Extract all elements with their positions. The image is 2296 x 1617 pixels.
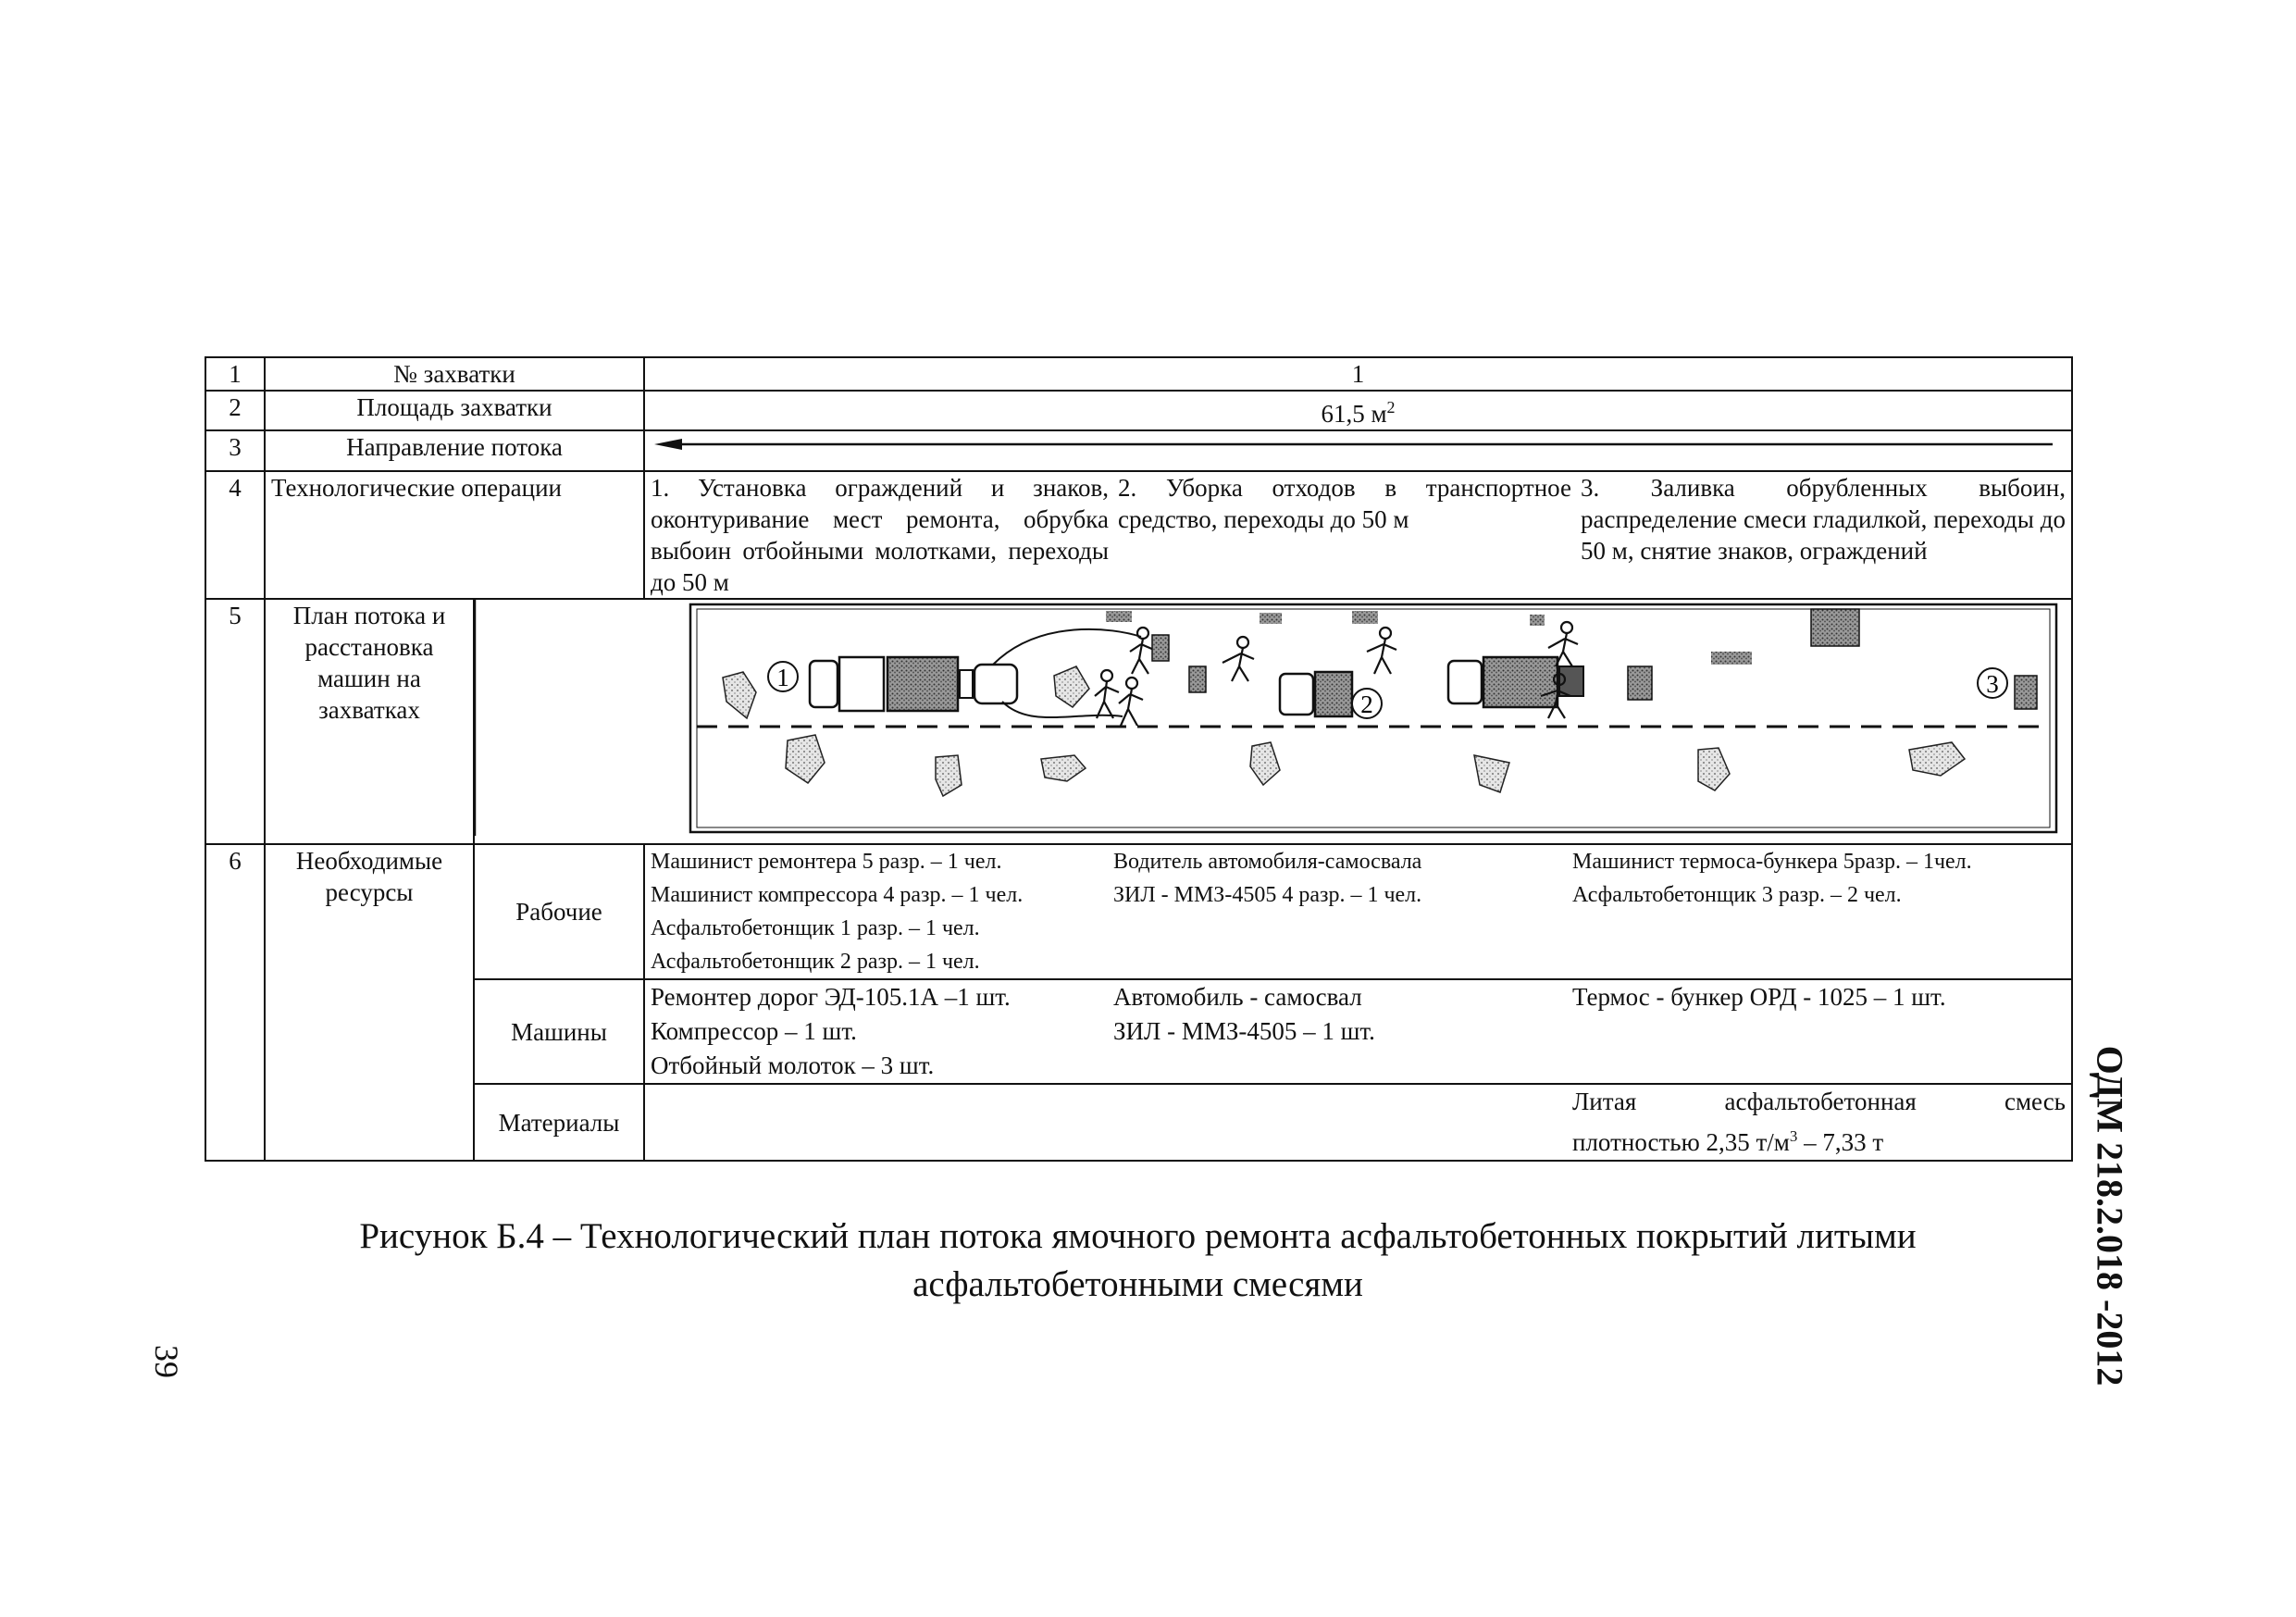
operations-cell (644, 471, 2072, 599)
worker-icon (1119, 678, 1143, 726)
sign (2015, 676, 2037, 709)
barrier (1260, 613, 1282, 624)
barrier (1352, 611, 1378, 624)
row-label: № захватки (265, 357, 644, 391)
thermos-bunker-tank (1483, 657, 1558, 707)
list-item: Асфальтобетонщик 3 разр. – 2 чел. (1572, 883, 1902, 907)
row-label: Необходимые ресурсы (265, 844, 474, 1161)
pothole (723, 672, 756, 718)
table-row (205, 430, 2072, 471)
list-item: Литая асфальтобетонная смесь (1572, 1088, 2066, 1115)
table-row (205, 471, 2072, 599)
barrier (1106, 611, 1132, 622)
sign (1628, 666, 1652, 700)
flow-plan-diagram (475, 600, 2072, 836)
pothole (1054, 666, 1089, 707)
list-item: Машинист компрессора 4 разр. – 1 чел. (651, 883, 1024, 907)
table-row (205, 599, 2072, 844)
list-item: Асфальтобетонщик 2 разр. – 1 чел. (651, 950, 980, 974)
pothole (1909, 742, 1965, 776)
row-number: 2 (205, 391, 265, 430)
table-row (205, 844, 2072, 979)
table-row (205, 391, 2072, 430)
resource-type-machines: Машины (474, 979, 644, 1084)
resource-type-materials: Материалы (474, 1084, 644, 1161)
hopper (1559, 666, 1583, 696)
flow-direction-cell (644, 430, 2072, 471)
flow-plan-cell (474, 599, 2072, 844)
list-item: ЗИЛ - ММЗ-4505 4 разр. – 1 чел. (1113, 883, 1422, 907)
pothole (786, 735, 825, 783)
row-number: 5 (205, 599, 265, 844)
list-item: Ремонтер дорог ЭД-105.1А –1 шт. (651, 983, 1011, 1011)
workers-cell (644, 844, 2072, 979)
pothole (1474, 755, 1509, 792)
worker-icon (1222, 637, 1254, 681)
table-row (205, 1084, 2072, 1161)
row-label: Площадь захватки (265, 391, 644, 430)
repairer-truck-body (839, 657, 884, 711)
marker-1: 1 (776, 664, 789, 691)
table-row (205, 979, 2072, 1084)
section-number-value: 1 (644, 357, 2072, 391)
pothole (936, 755, 962, 796)
table-row (205, 357, 2072, 391)
pothole (1041, 755, 1086, 781)
thermos-bunker-cab (1448, 661, 1482, 703)
materials-cell (644, 1084, 2072, 1161)
worker-icon (1367, 628, 1396, 674)
barrier (1711, 652, 1752, 665)
worker-icon (1095, 670, 1119, 718)
caption-line: асфальтобетонными смесями (912, 1264, 1363, 1304)
list-item: Отбойный молоток – 3 шт. (651, 1051, 935, 1079)
repairer-cab (810, 661, 838, 707)
repairer-tank (887, 657, 958, 711)
row-number: 1 (205, 357, 265, 391)
list-item: Компрессор – 1 шт. (651, 1017, 857, 1045)
flow-plan-table (205, 356, 2073, 1162)
sign (1152, 635, 1169, 661)
pothole (1698, 748, 1730, 790)
flow-direction-arrow (651, 431, 2066, 463)
hose (993, 629, 1141, 665)
resource-type-workers: Рабочие (474, 844, 644, 979)
list-item: Термос - бункер ОРД - 1025 – 1 шт. (1572, 983, 1946, 1011)
figure-caption (205, 1213, 2071, 1309)
document-code: ОДМ 218.2.018 -2012 (2089, 1045, 2131, 1387)
list-item: Машинист ремонтера 5 разр. – 1 чел. (651, 850, 1002, 874)
list-item: плотностью 2,35 $т/м^3 - 7,33$ т (1572, 1127, 1884, 1156)
row-label: Направление потока (265, 430, 644, 471)
page-number: 39 (148, 1345, 185, 1378)
row-number: 6 (205, 844, 265, 1161)
list-item: Водитель автомобиля-самосвала (1113, 850, 1422, 874)
machines-cell (644, 979, 2072, 1084)
row-label: План потока и расстановка машин на захватках (265, 599, 474, 844)
operation-3: 3. Заливка обрубленных выбоин, распределение смеси гладилкой, переходы до 50 м, снятие знаков, ограждений (1581, 474, 2066, 565)
marker-3: 3 (1986, 670, 1999, 698)
marker-2: 2 (1360, 690, 1373, 718)
caption-line: Рисунок Б.4 – Технологический план потока ямочного ремонта асфальтобетонных покрытий литыми (359, 1216, 1917, 1256)
row-number: 4 (205, 471, 265, 599)
section-area-value: 61,5 $м^2$ (644, 391, 2072, 430)
row-number: 3 (205, 430, 265, 471)
list-item: Машинист термоса-бункера 5разр. – 1чел. (1572, 850, 1972, 874)
sign (1189, 666, 1206, 692)
pothole (1250, 742, 1280, 785)
sign (1811, 609, 1859, 646)
operation-1: 1. Установка ограждений и знаков, оконтуривание мест ремонта, обрубка выбоин отбойными молотками, переходы до 50 м (651, 474, 1109, 596)
dump-truck-body (1315, 672, 1352, 716)
row-label: Технологические операции (265, 471, 644, 599)
compressor (974, 665, 1017, 703)
list-item: Асфальтобетонщик 1 разр. – 1 чел. (651, 916, 980, 940)
dump-truck-cab (1280, 674, 1313, 715)
list-item: ЗИЛ - ММЗ-4505 – 1 шт. (1113, 1017, 1375, 1045)
operation-2: 2. Уборка отходов в транспортное средство, переходы до 50 м (1118, 474, 1571, 533)
barrier (1530, 615, 1545, 626)
list-item: Автомобиль - самосвал (1113, 983, 1362, 1011)
